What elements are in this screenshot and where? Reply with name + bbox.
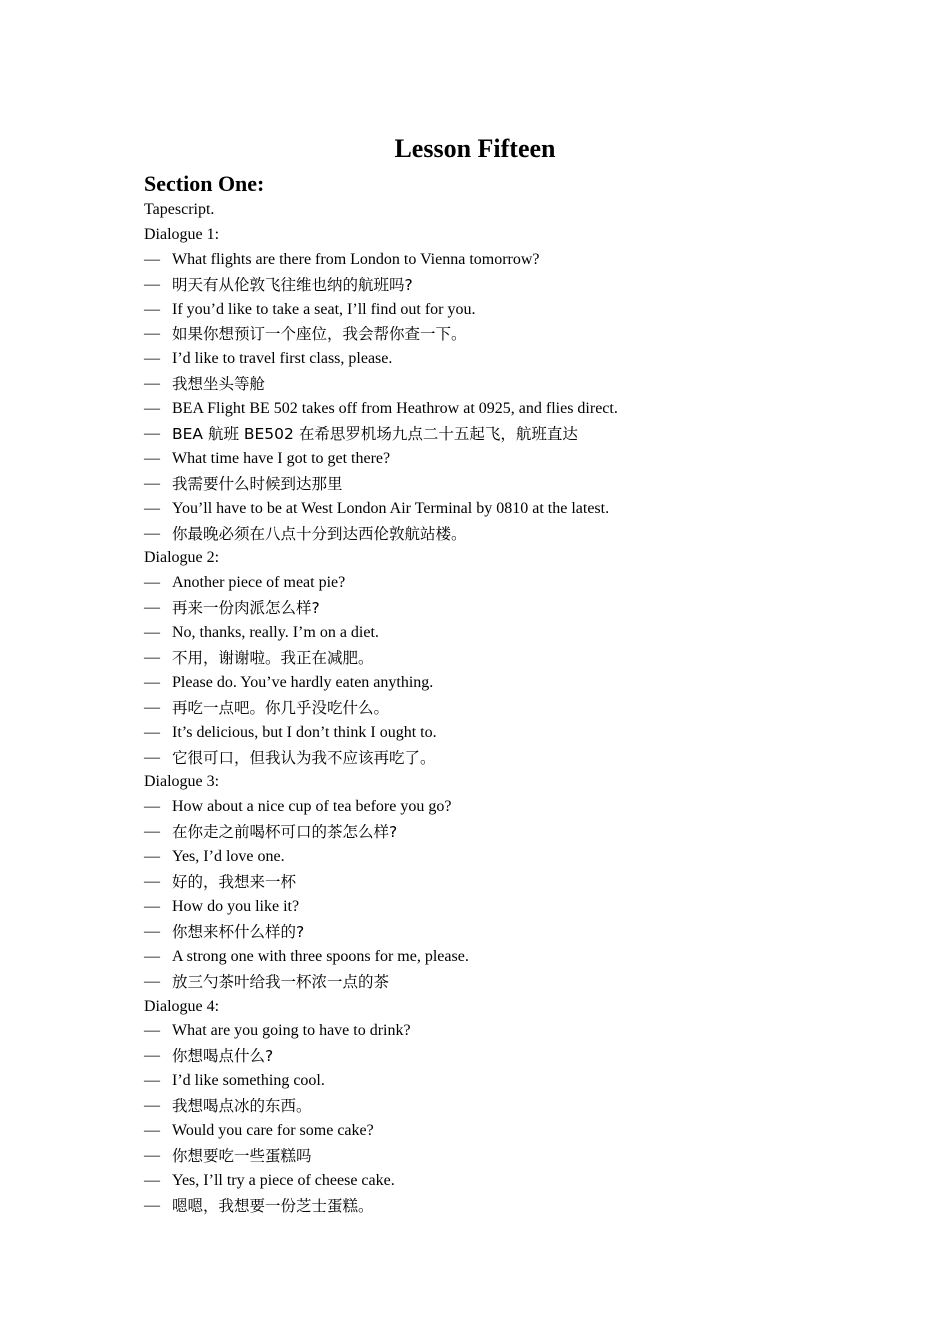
line-text: 明天有从伦敦飞往维也纳的航班吗? xyxy=(172,275,413,294)
line-text: Yes, I’d love one. xyxy=(172,848,285,866)
dialogue-line-english xyxy=(144,1019,824,1044)
dialogue-line-english xyxy=(144,497,824,522)
line-text: How do you like it? xyxy=(172,897,300,915)
line-dash: — xyxy=(144,1022,160,1040)
line-dash: — xyxy=(144,325,160,343)
dialogue-line-english xyxy=(144,895,824,920)
line-dash: — xyxy=(144,300,160,318)
line-dash: — xyxy=(144,425,160,443)
section-heading: Section One: xyxy=(144,171,265,196)
line-text: 嗯嗯，我想要一份芝士蛋糕。 xyxy=(172,1196,374,1215)
dialogue-line-chinese xyxy=(144,646,824,671)
line-dash: — xyxy=(144,748,160,766)
line-text: Another piece of meat pie? xyxy=(172,574,346,592)
line-text: 不用，谢谢啦。我正在减肥。 xyxy=(172,649,374,668)
line-dash: — xyxy=(144,649,160,667)
dialogue-line-chinese xyxy=(144,422,824,447)
line-dash: — xyxy=(144,474,160,492)
dialogue-line-english xyxy=(144,845,824,870)
line-dash: — xyxy=(144,1097,160,1115)
line-dash: — xyxy=(144,1196,160,1214)
dialogue-heading: Dialogue 1: xyxy=(144,225,220,243)
dialogue-line-english xyxy=(144,621,824,646)
line-text: It’s delicious, but I don’t think I ought to. xyxy=(172,723,437,741)
line-dash: — xyxy=(144,848,160,866)
line-text: You’ll have to be at West London Air Terminal by 0810 at the latest. xyxy=(172,499,610,517)
line-dash: — xyxy=(144,1146,160,1164)
dialogue-line-chinese xyxy=(144,273,824,298)
line-dash: — xyxy=(144,1121,160,1139)
line-text: What time have I got to get there? xyxy=(172,449,391,467)
line-text: 再来一份肉派怎么样? xyxy=(172,599,320,618)
line-text: 放三勺茶叶给我一杯浓一点的茶 xyxy=(172,972,390,991)
line-dash: — xyxy=(144,897,160,915)
line-text: 你想喝点什么? xyxy=(172,1047,274,1066)
line-text: 它很可口，但我认为我不应该再吃了。 xyxy=(172,748,436,767)
line-dash: — xyxy=(144,624,160,642)
line-dash: — xyxy=(144,350,160,368)
dialogue-line-chinese xyxy=(144,522,824,547)
dialogue-line-chinese xyxy=(144,820,824,845)
line-text: If you’d like to take a seat, I’ll find out for you. xyxy=(172,300,476,318)
line-dash: — xyxy=(144,873,160,891)
line-dash: — xyxy=(144,574,160,592)
line-text: Yes, I’ll try a piece of cheese cake. xyxy=(172,1171,395,1189)
line-dash: — xyxy=(144,449,160,467)
line-text: 我需要什么时候到达那里 xyxy=(172,474,343,493)
dialogue-line-english xyxy=(144,795,824,820)
line-dash: — xyxy=(144,1072,160,1090)
dialogue-line-english xyxy=(144,397,824,422)
dialogue-line-chinese xyxy=(144,1094,824,1119)
line-text: 你想来杯什么样的? xyxy=(172,922,305,941)
line-dash: — xyxy=(144,823,160,841)
line-dash: — xyxy=(144,972,160,990)
line-dash: — xyxy=(144,673,160,691)
line-text: No, thanks, really. I’m on a diet. xyxy=(172,624,379,642)
dialogue-block xyxy=(144,546,824,770)
line-text: Would you care for some cake? xyxy=(172,1121,374,1139)
dialogue-line-chinese xyxy=(144,696,824,721)
line-dash: — xyxy=(144,499,160,517)
dialogue-line-chinese xyxy=(144,1044,824,1069)
tapescript-label: Tapescript. xyxy=(144,201,215,218)
line-dash: — xyxy=(144,1047,160,1065)
line-text: BEA 航班 BE502 在希思罗机场九点二十五起飞，航班直达 xyxy=(172,425,578,444)
dialogue-line-chinese xyxy=(144,1194,824,1219)
dialogue-line-chinese xyxy=(144,322,824,347)
dialogue-line-chinese xyxy=(144,920,824,945)
dialogue-block xyxy=(144,770,824,994)
line-dash: — xyxy=(144,400,160,418)
dialogue-line-chinese xyxy=(144,372,824,397)
dialogue-line-english xyxy=(144,721,824,746)
dialogue-line-chinese xyxy=(144,596,824,621)
dialogue-line-english xyxy=(144,447,824,472)
line-text: BEA Flight BE 502 takes off from Heathrow at 0925, and flies direct. xyxy=(172,400,618,418)
dialogue-block xyxy=(144,223,824,547)
line-text: What are you going to have to drink? xyxy=(172,1022,411,1040)
line-dash: — xyxy=(144,798,160,816)
dialogue-line-chinese xyxy=(144,870,824,895)
dialogues-container xyxy=(144,223,824,1219)
dialogue-line-chinese xyxy=(144,1144,824,1169)
line-dash: — xyxy=(144,1171,160,1189)
line-text: 如果你想预订一个座位，我会帮你查一下。 xyxy=(172,325,467,344)
dialogue-line-english xyxy=(144,248,824,273)
line-text: 再吃一点吧。你几乎没吃什么。 xyxy=(172,698,390,717)
dialogue-line-english xyxy=(144,671,824,696)
line-text: 我想坐头等舱 xyxy=(172,375,266,394)
line-dash: — xyxy=(144,723,160,741)
dialogue-line-english xyxy=(144,1119,824,1144)
line-dash: — xyxy=(144,250,160,268)
dialogue-line-chinese xyxy=(144,472,824,497)
line-dash: — xyxy=(144,922,160,940)
dialogue-line-english xyxy=(144,1069,824,1094)
line-dash: — xyxy=(144,375,160,393)
dialogue-heading: Dialogue 3: xyxy=(144,773,220,791)
line-text: I’d like something cool. xyxy=(172,1072,325,1090)
dialogue-heading: Dialogue 4: xyxy=(144,997,220,1015)
dialogue-line-english xyxy=(144,945,824,970)
dialogue-heading: Dialogue 2: xyxy=(144,549,220,567)
line-text: I’d like to travel first class, please. xyxy=(172,350,393,368)
lesson-title: Lesson Fifteen xyxy=(394,134,556,163)
dialogue-line-english xyxy=(144,1169,824,1194)
line-text: 你想要吃一些蛋糕吗 xyxy=(172,1146,312,1165)
dialogue-line-english xyxy=(144,347,824,372)
line-dash: — xyxy=(144,947,160,965)
dialogue-block xyxy=(144,995,824,1219)
line-text: A strong one with three spoons for me, please. xyxy=(172,947,469,965)
line-text: 好的，我想来一杯 xyxy=(172,873,297,892)
line-text: 在你走之前喝杯可口的茶怎么样? xyxy=(172,823,398,842)
line-text: What flights are there from London to Vienna tomorrow? xyxy=(172,250,540,268)
line-text: Please do. You’ve hardly eaten anything. xyxy=(172,673,434,691)
line-text: How about a nice cup of tea before you go? xyxy=(172,798,452,816)
dialogue-line-chinese xyxy=(144,970,824,995)
line-dash: — xyxy=(144,275,160,293)
dialogue-line-chinese xyxy=(144,746,824,771)
line-dash: — xyxy=(144,698,160,716)
dialogue-line-english xyxy=(144,571,824,596)
line-text: 你最晚必须在八点十分到达西伦敦航站楼。 xyxy=(172,524,467,543)
document-page xyxy=(144,132,824,1219)
line-text: 我想喝点冰的东西。 xyxy=(172,1097,312,1116)
line-dash: — xyxy=(144,524,160,542)
dialogue-line-english xyxy=(144,298,824,323)
line-dash: — xyxy=(144,599,160,617)
